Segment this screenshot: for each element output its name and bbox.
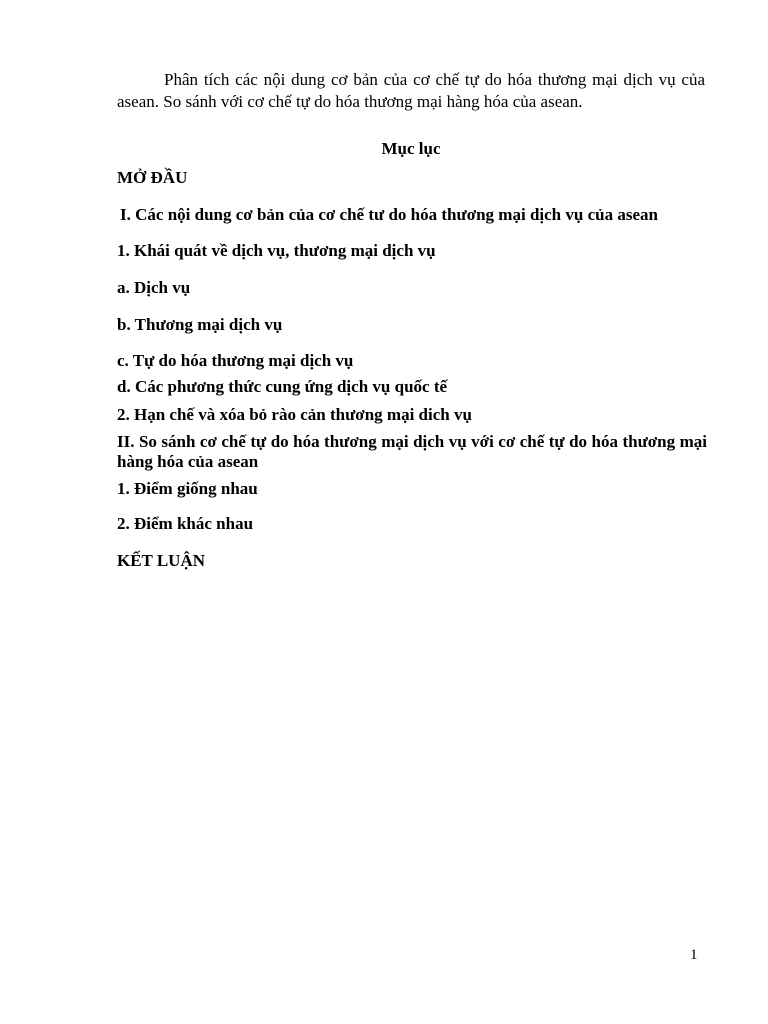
toc-item-d: d. Các phương thức cung ứng dịch vụ quốc tế (117, 377, 448, 396)
toc-item-1-1: 1. Khái quát về dịch vụ, thương mại dịch vụ (117, 241, 436, 260)
toc-item-c: c. Tự do hóa thương mại dịch vụ (117, 351, 354, 370)
toc-item-ket-luan: KẾT LUẬN (117, 551, 206, 570)
toc-item-1-2: 2. Hạn chế và xóa bỏ rào cản thương mại dich vụ (117, 405, 472, 424)
toc-item-a: a. Dịch vụ (117, 278, 191, 297)
toc-item-section-2: II. So sánh cơ chế tự do hóa thương mại dịch vụ với cơ chế tự do hóa thương mại hàng hóa của asean (117, 432, 707, 471)
toc-item-section-1: I. Các nội dung cơ bản của cơ chế tư do hóa thương mại dịch vụ của asean (120, 205, 658, 224)
toc-item-mo-dau: MỞ ĐẦU (117, 168, 188, 187)
toc-item-2-1: 1. Điểm giống nhau (117, 479, 258, 498)
intro-paragraph: Phân tích các nội dung cơ bản của cơ chế tự do hóa thương mại dịch vụ của asean. So sánh với cơ chế tự do hóa thương mại hàng hóa của asean. (117, 70, 705, 111)
toc-item-2-2: 2. Điểm khác nhau (117, 514, 254, 533)
toc-item-b: b. Thương mại dịch vụ (117, 315, 283, 334)
toc-title: Mục lục (381, 139, 441, 158)
page-number: 1 (690, 947, 698, 963)
